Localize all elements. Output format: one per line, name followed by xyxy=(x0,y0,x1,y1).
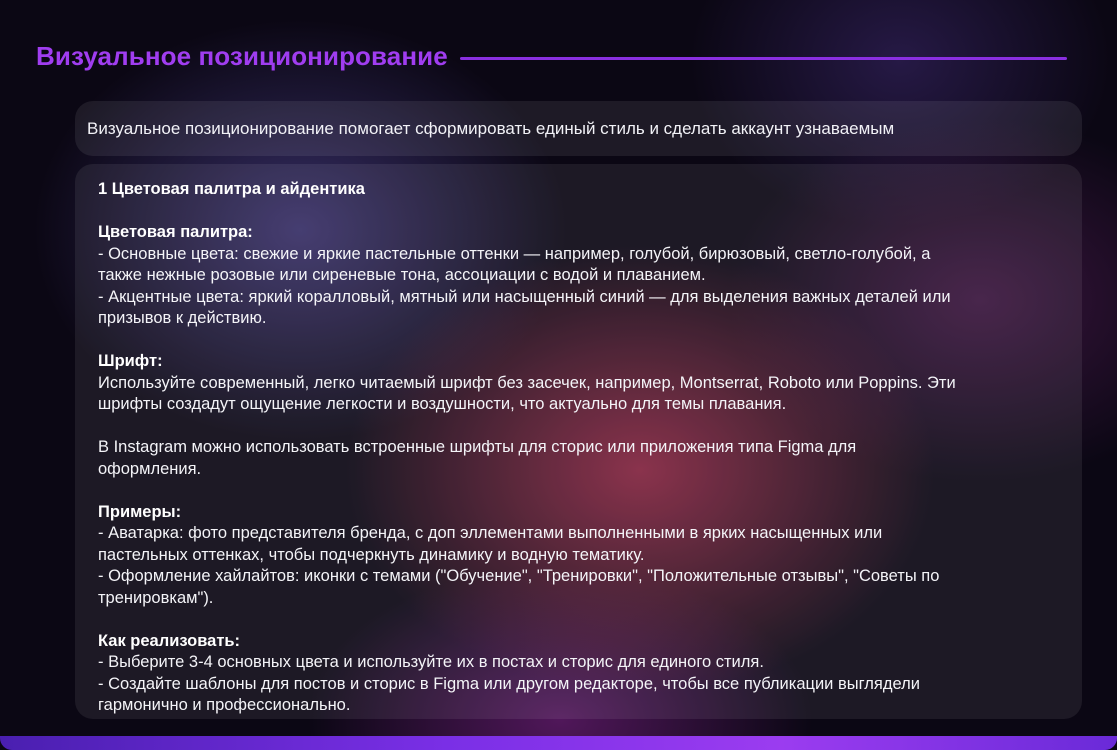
text-line: призывов к действию. xyxy=(98,309,267,327)
title-underline xyxy=(460,57,1067,60)
howto-block xyxy=(98,631,1058,717)
bottom-accent-bar xyxy=(0,736,1117,750)
palette-block xyxy=(98,222,1058,330)
text-line: гармонично и профессионально. xyxy=(98,696,351,714)
font-block xyxy=(98,351,1058,416)
text-line: шрифты создадут ощущение легкости и воздушности, что актуально для темы плавания. xyxy=(98,395,787,413)
text-line: пастельных оттенках, чтобы подчеркнуть динамику и водную тематику. xyxy=(98,545,645,564)
text-line: - Создайте шаблоны для постов и сторис в Figma или другом редакторе, чтобы все публикации выглядели xyxy=(98,674,920,693)
page-title: Визуальное позиционирование xyxy=(36,40,448,71)
text-line: - Выберите 3-4 основных цвета и используйте их в постах и сторис для единого стиля. xyxy=(98,653,764,671)
text-line: - Акцентные цвета: яркий коралловый, мятный или насыщенный синий — для выделения важных деталей или xyxy=(98,287,951,306)
text-line: В Instagram можно использовать встроенные шрифты для сторис или приложения типа Figma для xyxy=(98,438,857,456)
section-title: 1 Цветовая палитра и айдентика xyxy=(98,180,365,198)
text-line: - Оформление хайлайтов: иконки с темами ("Обучение", "Тренировки", "Положительные отзывы", "Советы по xyxy=(98,567,940,585)
text-line: - Основные цвета: свежие и яркие пастельные оттенки — например, голубой, бирюзовый, светло-голубой, а xyxy=(98,244,931,263)
header xyxy=(36,36,1067,76)
text-line: оформления. xyxy=(98,459,202,478)
content-card xyxy=(75,164,1082,719)
instagram-block xyxy=(98,437,1058,480)
text-line: тренировкам"). xyxy=(98,588,214,607)
intro-text: Визуальное позиционирование помогает сформировать единый стиль и сделать аккаунт узнаваемым xyxy=(87,118,895,138)
intro-card xyxy=(75,101,1082,156)
examples-block xyxy=(98,502,1058,610)
palette-heading: Цветовая палитра: xyxy=(98,223,253,241)
text-line: - Аватарка: фото представителя бренда, с доп эллементами выполненными в ярких насыщенных или xyxy=(98,524,883,542)
examples-heading: Примеры: xyxy=(98,502,182,521)
text-line: также нежные розовые или сиреневые тона, ассоциации с водой и плаванием. xyxy=(98,266,706,284)
font-heading: Шрифт: xyxy=(98,352,163,370)
text-line: Используйте современный, легко читаемый шрифт без засечек, например, Montserrat, Roboto или Poppins. Эти xyxy=(98,373,956,392)
howto-heading: Как реализовать: xyxy=(98,631,241,650)
